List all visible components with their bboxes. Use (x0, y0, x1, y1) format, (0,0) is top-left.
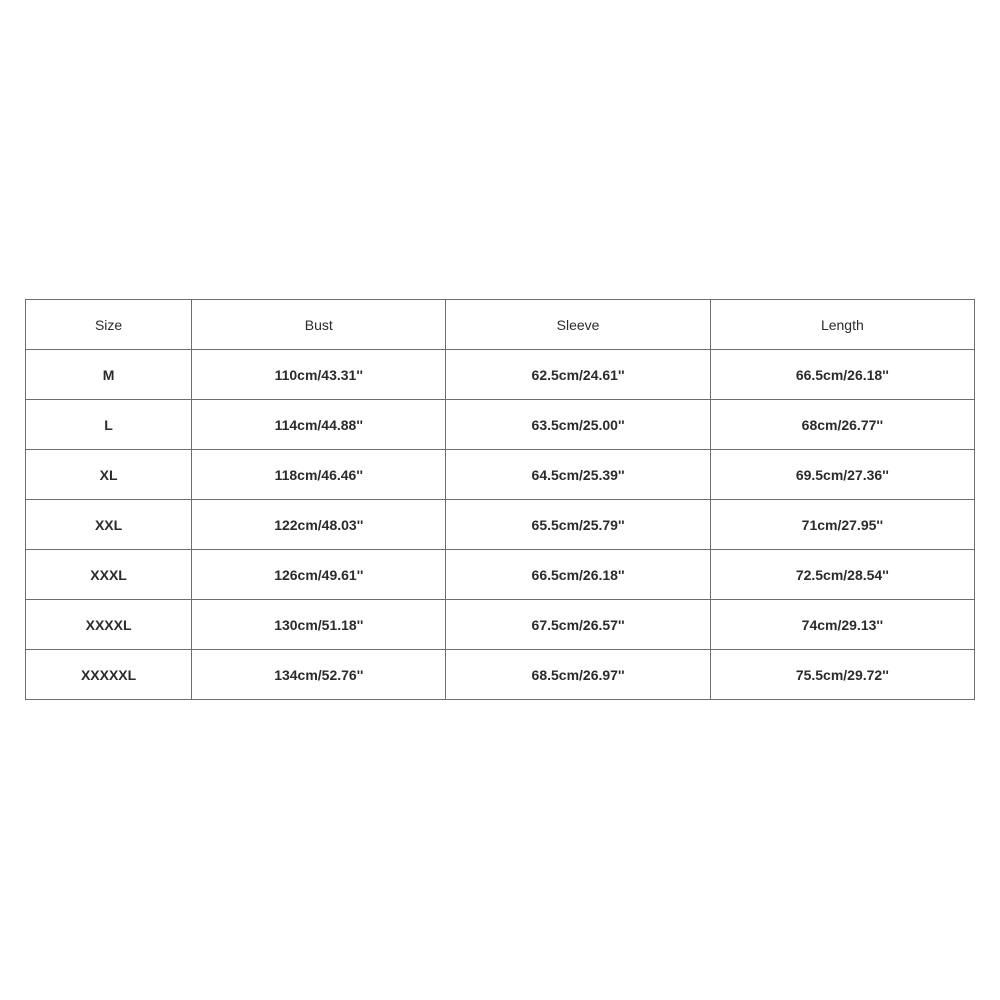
table-row (26, 450, 975, 500)
cell-bust: 114cm/44.88'' (192, 400, 446, 450)
header-bust: Bust (192, 300, 446, 350)
cell-length: 69.5cm/27.36'' (710, 450, 974, 500)
cell-size: XL (26, 450, 192, 500)
cell-sleeve: 63.5cm/25.00'' (446, 400, 710, 450)
cell-length: 72.5cm/28.54'' (710, 550, 974, 600)
header-length: Length (710, 300, 974, 350)
cell-bust: 122cm/48.03'' (192, 500, 446, 550)
table-row (26, 500, 975, 550)
size-chart-table (25, 299, 975, 700)
cell-sleeve: 64.5cm/25.39'' (446, 450, 710, 500)
cell-size: L (26, 400, 192, 450)
cell-bust: 130cm/51.18'' (192, 600, 446, 650)
table-header (26, 300, 975, 350)
header-row (26, 300, 975, 350)
cell-bust: 110cm/43.31'' (192, 350, 446, 400)
cell-size: M (26, 350, 192, 400)
cell-bust: 134cm/52.76'' (192, 650, 446, 700)
cell-length: 66.5cm/26.18'' (710, 350, 974, 400)
header-sleeve: Sleeve (446, 300, 710, 350)
cell-size: XXL (26, 500, 192, 550)
cell-sleeve: 62.5cm/24.61'' (446, 350, 710, 400)
cell-length: 75.5cm/29.72'' (710, 650, 974, 700)
table-body (26, 350, 975, 700)
cell-size: XXXXXL (26, 650, 192, 700)
cell-bust: 126cm/49.61'' (192, 550, 446, 600)
cell-size: XXXXL (26, 600, 192, 650)
cell-length: 68cm/26.77'' (710, 400, 974, 450)
cell-sleeve: 65.5cm/25.79'' (446, 500, 710, 550)
cell-length: 74cm/29.13'' (710, 600, 974, 650)
cell-sleeve: 68.5cm/26.97'' (446, 650, 710, 700)
table-row (26, 350, 975, 400)
header-size: Size (26, 300, 192, 350)
table-row (26, 400, 975, 450)
cell-sleeve: 67.5cm/26.57'' (446, 600, 710, 650)
cell-length: 71cm/27.95'' (710, 500, 974, 550)
cell-size: XXXL (26, 550, 192, 600)
table-row (26, 550, 975, 600)
cell-bust: 118cm/46.46'' (192, 450, 446, 500)
cell-sleeve: 66.5cm/26.18'' (446, 550, 710, 600)
table-row (26, 600, 975, 650)
table-row (26, 650, 975, 700)
